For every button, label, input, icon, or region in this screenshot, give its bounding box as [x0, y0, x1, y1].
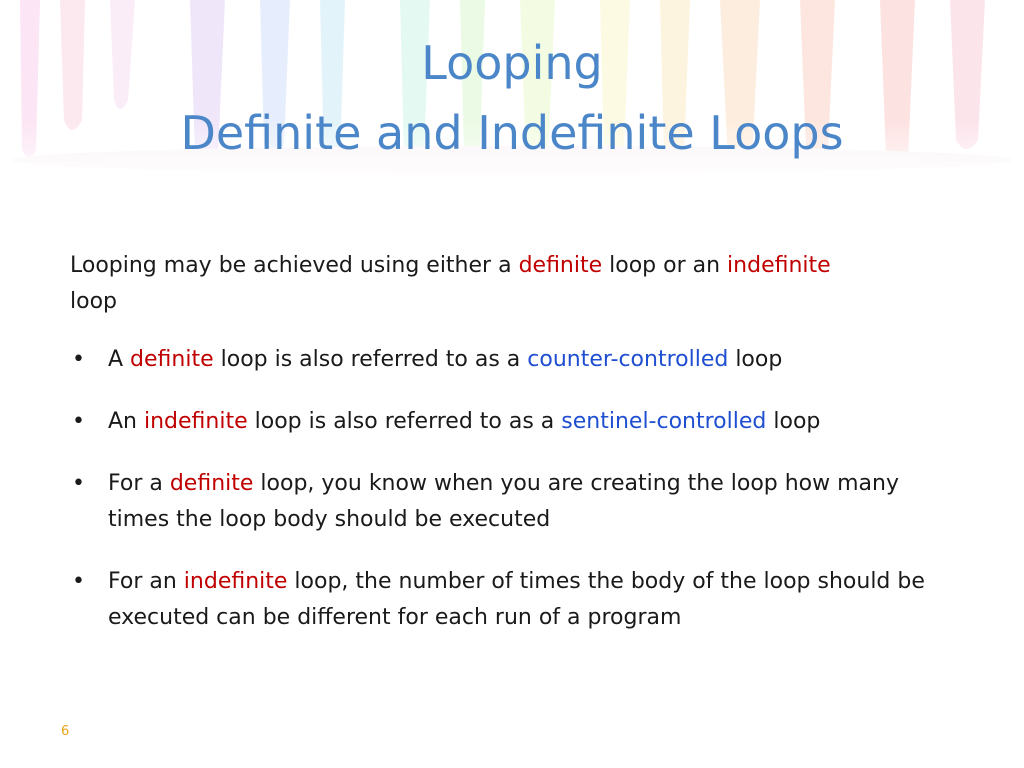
slide-title	[0, 28, 1024, 168]
bullet-term: indefinite	[183, 569, 288, 594]
bullet-item	[70, 466, 960, 538]
bullet-text-post: loop	[766, 409, 821, 434]
bullet-text-mid: loop is also referred to as a	[247, 409, 562, 434]
intro-paragraph	[70, 248, 960, 320]
term-definite: definite	[518, 253, 603, 278]
bullet-text-pre: An	[108, 409, 144, 434]
bullet-marker: •	[72, 569, 85, 594]
bullet-text-pre: For an	[108, 569, 184, 594]
bullet-term: definite	[169, 471, 254, 496]
bullet-term: definite	[130, 347, 214, 372]
bullet-term-secondary: sentinel-controlled	[561, 409, 767, 434]
bullet-text-mid: loop, you know when you are creating the loop how many times the loop body should be executed	[108, 471, 900, 532]
bullet-list	[70, 342, 960, 636]
bullet-text-pre: For a	[108, 471, 170, 496]
bullet-text-mid: loop is also referred to as a	[213, 347, 528, 372]
bullet-item	[70, 342, 960, 378]
bullet-item	[70, 564, 960, 636]
bullet-text-post: loop	[728, 347, 783, 372]
slide-body	[70, 248, 960, 662]
intro-text-3: loop	[70, 289, 117, 314]
title-line-1: Looping	[421, 36, 603, 90]
bullet-marker: •	[72, 347, 85, 372]
intro-text-2: loop or an	[602, 253, 728, 278]
bullet-marker: •	[72, 409, 85, 434]
bullet-text-pre: A	[108, 347, 131, 372]
slide-number: 6	[61, 724, 70, 739]
bullet-item	[70, 404, 960, 440]
title-line-2: Definite and Indefinite Loops	[180, 106, 844, 160]
bullet-term: indefinite	[144, 409, 248, 434]
bullet-term-secondary: counter-controlled	[527, 347, 729, 372]
intro-text-1: Looping may be achieved using either a	[70, 253, 519, 278]
bullet-text-mid: loop, the number of times the body of the loop should be executed can be different for each run of a program	[108, 569, 925, 630]
term-indefinite: indefinite	[727, 253, 831, 278]
bullet-marker: •	[72, 471, 85, 496]
